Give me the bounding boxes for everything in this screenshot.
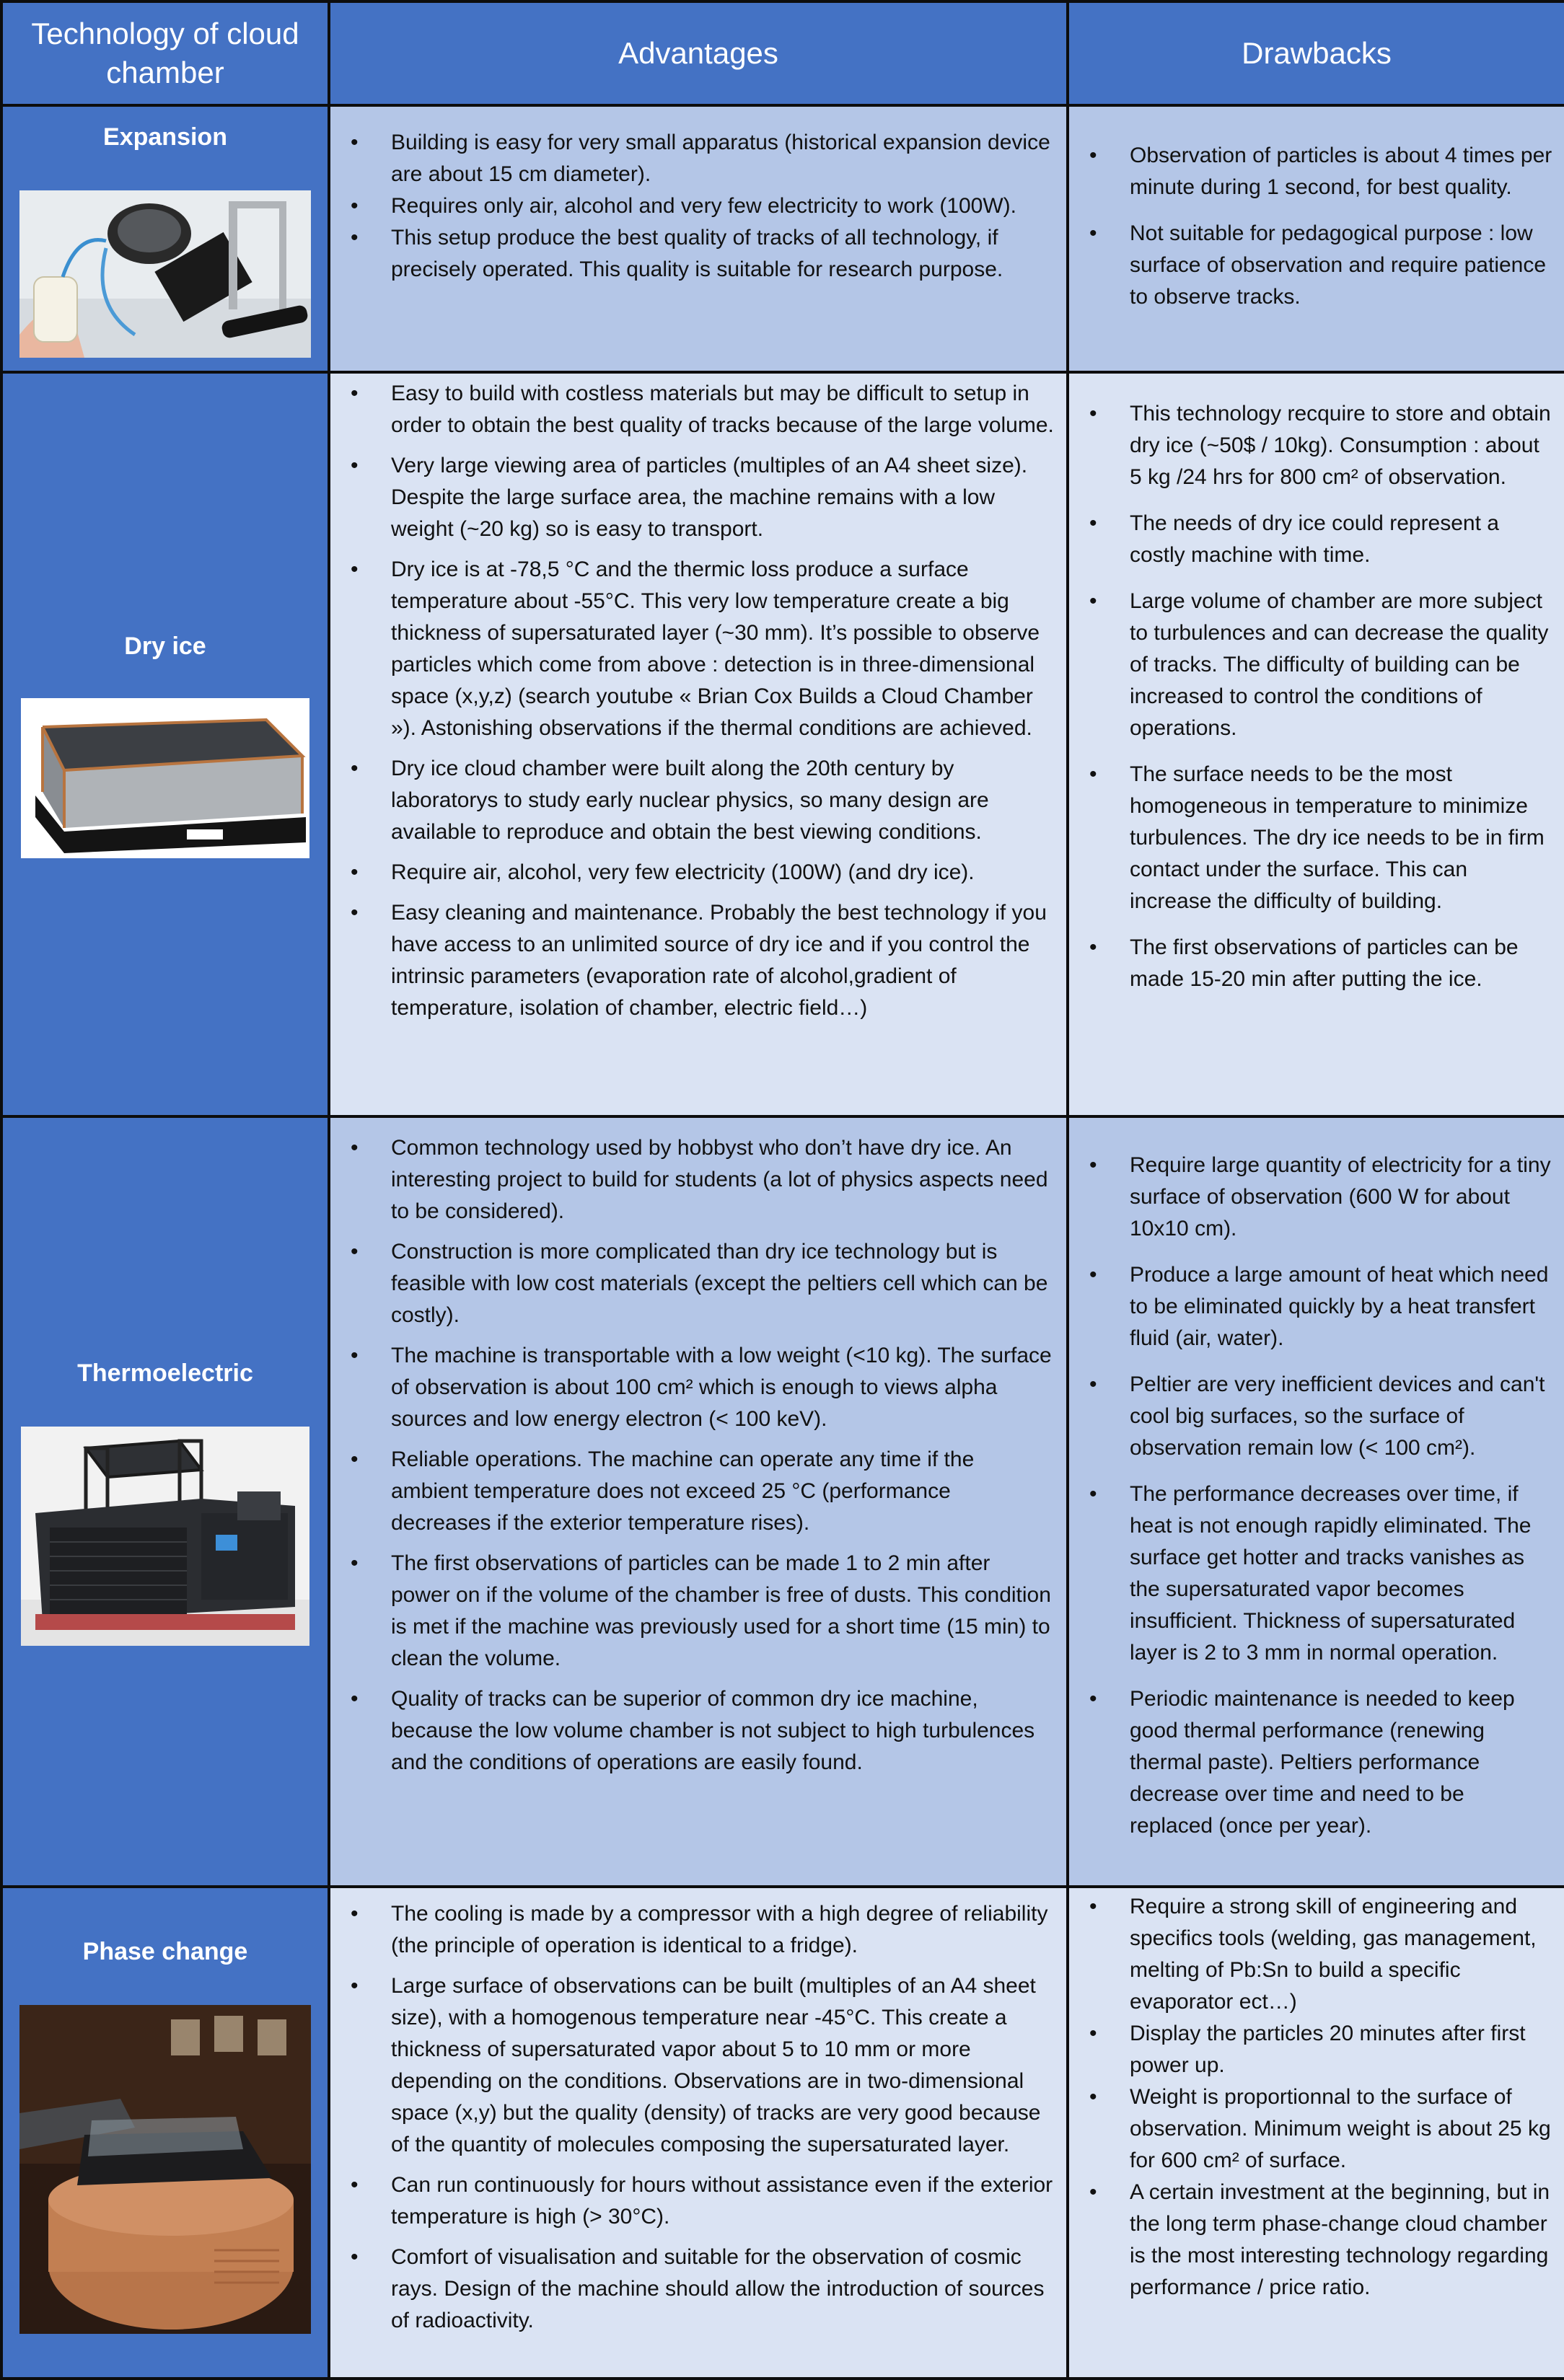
drawbacks-cell — [1068, 1116, 1564, 1887]
table-row — [1, 1116, 1564, 1887]
technology-name: Dry ice — [124, 633, 206, 660]
list-item: • Can run continuously for hours without assistance even if the exterior temperature is high (> 30°C). — [330, 2169, 1066, 2233]
technology-cell — [1, 105, 329, 372]
technology-name: Phase change — [82, 1938, 248, 1965]
advantages-cell — [329, 372, 1068, 1116]
drawbacks-cell — [1068, 105, 1564, 372]
list-item: • Very large viewing area of particles (multiples of an A4 sheet size). Despite the large surface area, the machine remains with a low weight (~20 kg) so is easy to transport. — [330, 450, 1066, 545]
dry-ice-chamber-photo — [21, 698, 309, 858]
table-row — [1, 372, 1564, 1116]
phase-change-chamber-photo — [19, 2005, 311, 2334]
thermoelectric-chamber-photo — [21, 1427, 309, 1646]
list-item: • The first observations of particles can be made 15-20 min after putting the ice. — [1069, 932, 1564, 995]
drawbacks-cell — [1068, 372, 1564, 1116]
drawbacks-cell — [1068, 1887, 1564, 2379]
list-item: • Not suitable for pedagogical purpose : low surface of observation and require patience to observe tracks. — [1069, 218, 1564, 313]
list-item: • The cooling is made by a compressor with a high degree of reliability (the principle of operation is identical to a fridge). — [330, 1898, 1066, 1962]
advantages-cell — [329, 1116, 1068, 1887]
technology-cell — [1, 1887, 329, 2379]
list-item: • Dry ice cloud chamber were built along the 20th century by laboratorys to study early nuclear physics, so many design are available to reproduce and obtain the best viewing conditions. — [330, 753, 1066, 848]
list-item: • Quality of tracks can be superior of common dry ice machine, because the low volume chamber is not subject to high turbulences and the conditions of operations are easily found. — [330, 1683, 1066, 1779]
list-item: • Comfort of visualisation and suitable for the observation of cosmic rays. Design of the machine should allow the introduction of sources of radioactivity. — [330, 2242, 1066, 2337]
header-drawbacks: Drawbacks — [1068, 1, 1564, 105]
table-row — [1, 1887, 1564, 2379]
header-technology: Technology of cloud chamber — [1, 1, 329, 105]
table-row — [1, 105, 1564, 372]
list-item: • Easy to build with costless materials but may be difficult to setup in order to obtain the best quality of tracks because of the large volume. — [330, 378, 1066, 441]
technology-name: Thermoelectric — [77, 1359, 253, 1387]
list-item: • This technology recquire to store and obtain dry ice (~50$ / 10kg). Consumption : about 5 kg /24 hrs for 800 cm² of observation. — [1069, 398, 1564, 493]
header-row — [1, 1, 1564, 105]
list-item: • Large volume of chamber are more subject to turbulences and can decrease the quality of tracks. The difficulty of building can be increased to control the conditions of operations. — [1069, 586, 1564, 744]
advantages-cell — [329, 1887, 1068, 2379]
list-item: • Easy cleaning and maintenance. Probably the best technology if you have access to an unlimited source of dry ice and if you control the intrinsic parameters (evaporation rate of alcohol,gradient of temperature, isolation of chamber, electric field…) — [330, 897, 1066, 1024]
list-item: • Requires only air, alcohol and very few electricity to work (100W). — [330, 190, 1066, 222]
header-advantages: Advantages — [329, 1, 1068, 105]
list-item: • Periodic maintenance is needed to keep good thermal performance (renewing thermal paste). Peltiers performance decrease over time and need to be replaced (once per year). — [1069, 1683, 1564, 1842]
advantages-cell — [329, 105, 1068, 372]
list-item: • A certain investment at the beginning, but in the long term phase-change cloud chamber is the most interesting technology regarding performance / price ratio. — [1069, 2177, 1564, 2304]
list-item: • Building is easy for very small apparatus (historical expansion device are about 15 cm diameter). — [330, 127, 1066, 190]
list-item: • The machine is transportable with a low weight (<10 kg). The surface of observation is about 100 cm² which is enough to views alpha sources and low energy electron (< 100 keV). — [330, 1340, 1066, 1435]
list-item: • Reliable operations. The machine can operate any time if the ambient temperature does not exceed 25 °C (performance decreases if the exterior temperature rises). — [330, 1444, 1066, 1539]
list-item: • Require large quantity of electricity for a tiny surface of observation (600 W for about 10x10 cm). — [1069, 1150, 1564, 1245]
list-item: • The needs of dry ice could represent a costly machine with time. — [1069, 508, 1564, 571]
list-item: • The first observations of particles can be made 1 to 2 min after power on if the volume of the chamber is free of dusts. This condition is met if the machine was previously used for a short time (15 min) to clean the volume. — [330, 1548, 1066, 1675]
list-item: • The performance decreases over time, if heat is not enough rapidly eliminated. The surface get hotter and tracks vanishes as the supersaturated vapor becomes insufficient. Thickness of supersaturated layer is 2 to 3 mm in normal operation. — [1069, 1478, 1564, 1669]
list-item: • Produce a large amount of heat which need to be eliminated quickly by a heat transfert fluid (air, water). — [1069, 1259, 1564, 1354]
list-item: • Require air, alcohol, very few electricity (100W) (and dry ice). — [330, 857, 1066, 889]
list-item: • Require a strong skill of engineering and specifics tools (welding, gas management, melting of Pb:Sn to build a specific evaporator ect…) — [1069, 1891, 1564, 2018]
expansion-apparatus-photo — [19, 190, 311, 358]
technology-cell — [1, 372, 329, 1116]
list-item: • Dry ice is at -78,5 °C and the thermic loss produce a surface temperature about -55°C. This very low temperature create a big thickness of supersaturated layer (~30 mm). It’s possible to observe particles which come from above : detection is in three-dimensional space (x,y,z) (search youtube « Brian Cox Builds a Cloud Chamber »). Astonishing observations if the thermal conditions are achieved. — [330, 554, 1066, 744]
list-item: • Construction is more complicated than dry ice technology but is feasible with low cost materials (except the peltiers cell which can be costly). — [330, 1236, 1066, 1331]
list-item: • Large surface of observations can be built (multiples of an A4 sheet size), with a homogenous temperature near -45°C. This create a thickness of supersaturated vapor about 5 to 10 mm or more depending on the conditions. Observations are in two-dimensional space (x,y) but the quality (density) of tracks are very good because of the quantity of molecules composing the supersaturated layer. — [330, 1970, 1066, 2161]
list-item: • Weight is proportionnal to the surface of observation. Minimum weight is about 25 kg for 600 cm² of surface. — [1069, 2081, 1564, 2177]
list-item: • Display the particles 20 minutes after first power up. — [1069, 2018, 1564, 2081]
list-item: • Peltier are very inefficient devices and can't cool big surfaces, so the surface of observation remain low (< 100 cm²). — [1069, 1369, 1564, 1464]
technology-cell — [1, 1116, 329, 1887]
list-item: • Observation of particles is about 4 times per minute during 1 second, for best quality. — [1069, 140, 1564, 203]
list-item: • Common technology used by hobbyst who don’t have dry ice. An interesting project to build for students (a lot of physics aspects need to be considered). — [330, 1132, 1066, 1228]
list-item: • The surface needs to be the most homogeneous in temperature to minimize turbulences. The dry ice needs to be in firm contact under the surface. This can increase the difficulty of building. — [1069, 759, 1564, 917]
technology-name: Expansion — [103, 123, 227, 151]
list-item: • This setup produce the best quality of tracks of all technology, if precisely operated. This quality is suitable for research purpose. — [330, 222, 1066, 286]
